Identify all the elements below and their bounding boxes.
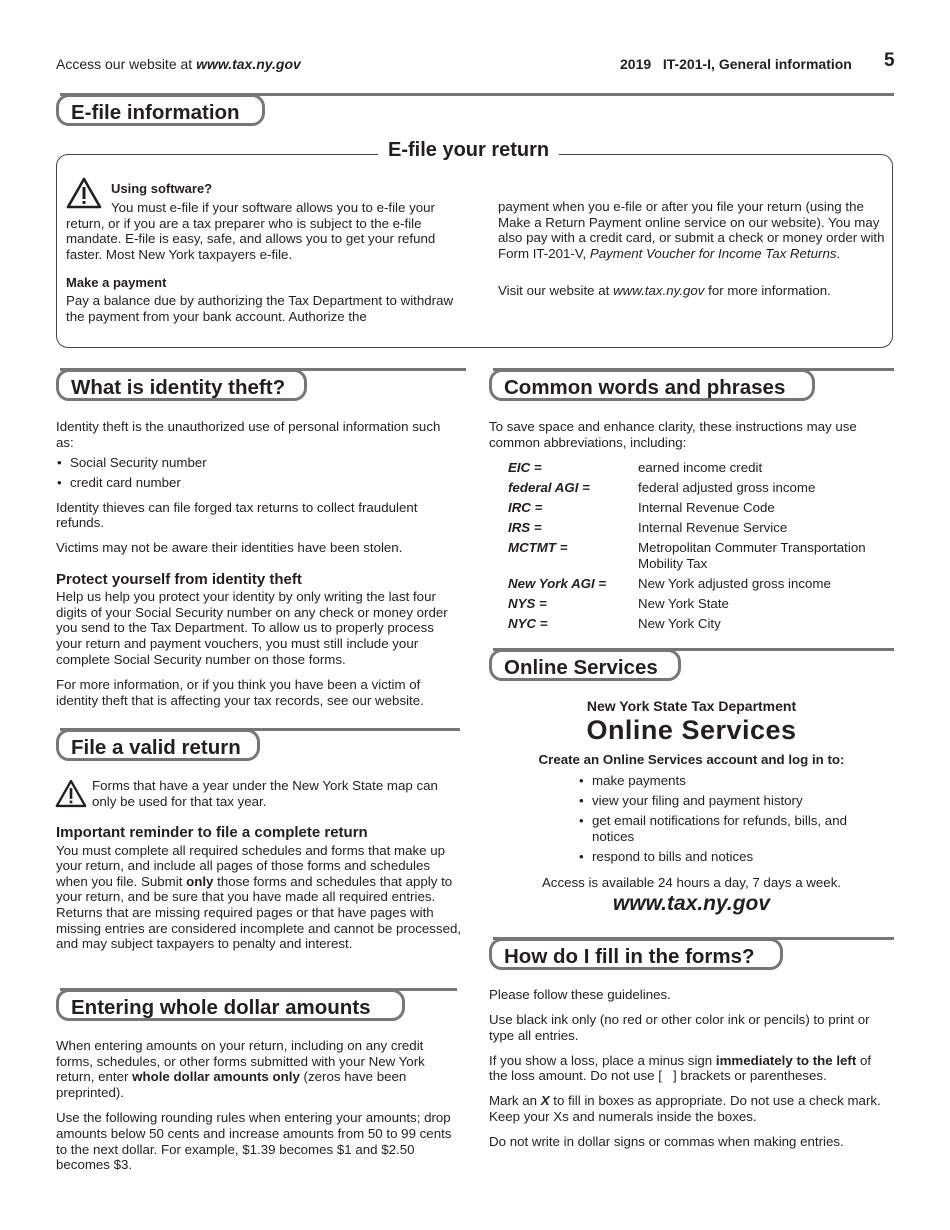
- reminder-text: You must complete all required schedules and forms that make up your return, and include all pages of those forms and schedules when you file. Submit only those forms and schedules that apply to your return, and be sure that you have made all required entries. Returns that are missing required pages or that have pages with missing entries are considered incomplete and cannot be processed, and may subject taxpayers to penalty and interest.: [56, 842, 462, 952]
- efile-info-heading: E-file information: [56, 94, 265, 126]
- table-row: EIC = earned income credit: [508, 460, 763, 475]
- fill-forms-section: [489, 987, 891, 1150]
- list-item: • make payments: [578, 773, 868, 789]
- payment-heading: Make a payment: [66, 275, 167, 290]
- valid-return-warning: Forms that have a year under the New York State map can only be used for that tax year.: [92, 778, 438, 809]
- online-services-url[interactable]: www.tax.ny.gov: [612, 892, 771, 915]
- visit-website-text: Visit our website at www.tax.ny.gov for more information.: [498, 283, 831, 298]
- protect-heading: Protect yourself from identity theft: [56, 570, 302, 588]
- table-row: New York AGI = New York adjusted gross income: [508, 576, 831, 592]
- whole-dollar-heading: Entering whole dollar amounts: [56, 989, 405, 1021]
- website-link[interactable]: www.tax.ny.gov: [196, 56, 301, 72]
- table-row: IRC = Internal Revenue Code: [508, 500, 775, 516]
- table-row: MCTMT = Metropolitan Commuter Transportation Mobility Tax: [508, 540, 866, 571]
- online-services-access: Access is available 24 hours a day, 7 days a week.: [541, 875, 842, 890]
- online-services-create: Create an Online Services account and log in to:: [538, 752, 845, 767]
- abbreviations-table: [489, 460, 889, 636]
- identity-p2: Identity thieves can file forged tax returns to collect fraudulent refunds.: [56, 499, 418, 531]
- whole-dollar-p1: When entering amounts on your return, including on any credit forms, schedules, or other forms submitted with your New York return, enter whole dollar amounts only (zeros have been preprinted).: [56, 1038, 425, 1100]
- payment-text-right: payment when you e-file or after you file your return (using the Make a Return Payment online service on our website). You may also pay with a credit card, or submit a check or money order with Form IT-201-V, Payment Voucher for Income Tax Returns.: [498, 199, 885, 261]
- page-number: 5: [884, 50, 895, 71]
- list-item: • Social Security number: [56, 455, 456, 471]
- fill-forms-p1: Please follow these guidelines.: [489, 987, 671, 1002]
- online-services-heading: Online Services: [489, 649, 681, 681]
- reminder-section: [56, 825, 462, 952]
- fill-forms-p3: If you show a loss, place a minus sign immediately to the left of the loss amount. Do not use [ ] brackets or parentheses.: [489, 1052, 875, 1084]
- efile-box-title: E-file your return: [378, 143, 559, 159]
- payment-text-left: Pay a balance due by authorizing the Tax Department to withdraw the payment from your bank account. Authorize the: [66, 293, 454, 324]
- list-item: • view your filing and payment history: [578, 793, 868, 809]
- list-item: • respond to bills and notices: [578, 849, 868, 865]
- warning-icon: [55, 779, 87, 808]
- website-link[interactable]: www.tax.ny.gov: [613, 283, 705, 298]
- identity-section: [56, 419, 456, 708]
- identity-theft-heading: What is identity theft?: [56, 369, 307, 401]
- whole-dollar-section: [56, 1038, 456, 1173]
- online-services-list: [578, 773, 868, 864]
- protect-text: Help us help you protect your identity by only writing the last four digits of your Social Security number on any check or money order you send to the Tax Department. To allow us to properly process your return and payment vouchers, you must still include your complete Social Security number on those forms.: [56, 589, 448, 667]
- reminder-heading: Important reminder to file a complete return: [56, 824, 368, 841]
- whole-dollar-p2: Use the following rounding rules when entering your amounts; drop amounts below 50 cents and increase amounts from 50 to 99 cents to the next dollar. For example, $1.39 becomes $1 and $2.50 becomes $3.: [56, 1110, 452, 1173]
- table-row: NYC = New York City: [508, 616, 721, 632]
- valid-return-heading: File a valid return: [56, 729, 260, 761]
- list-item: • get email notifications for refunds, bills, and notices: [578, 813, 868, 844]
- identity-intro: Identity theft is the unauthorized use of personal information such as:: [56, 419, 441, 450]
- common-words-intro: To save space and enhance clarity, these instructions may use common abbreviations, including:: [489, 419, 857, 450]
- software-heading: Using software?: [111, 181, 213, 196]
- form-info: 2019 IT-201-I, General information: [620, 56, 852, 72]
- software-text: You must e-file if your software allows you to e-file your return, or if you are a tax preparer who is subject to the e-file mandate. E-file is easy, safe, and allows you to get your refund faster. Most New York taxpayers e-file.: [66, 200, 436, 262]
- fill-forms-p5: Do not write in dollar signs or commas when making entries.: [489, 1134, 844, 1150]
- fill-forms-heading: How do I fill in the forms?: [489, 938, 783, 970]
- access-website-line: Access our website at www.tax.ny.gov: [56, 56, 301, 72]
- identity-p3: Victims may not be aware their identities have been stolen.: [56, 540, 403, 556]
- identity-more-info: For more information, or if you think you have been a victim of identity theft that is affecting your tax records, see our website.: [56, 677, 424, 708]
- table-row: federal AGI = federal adjusted gross income: [508, 480, 816, 496]
- online-services-dept: New York State Tax Department: [586, 698, 797, 714]
- table-row: NYS = New York State: [508, 596, 729, 612]
- online-services-title: Online Services: [586, 715, 797, 745]
- table-row: IRS = Internal Revenue Service: [508, 520, 788, 536]
- fill-forms-p4: Mark an X to fill in boxes as appropriate. Do not use a check mark. Keep your Xs and numerals inside the boxes.: [489, 1093, 881, 1125]
- fill-forms-p2: Use black ink only (no red or other color ink or pencils) to print or type all entries.: [489, 1012, 870, 1043]
- list-item: • credit card number: [56, 475, 456, 491]
- common-words-heading: Common words and phrases: [489, 369, 815, 401]
